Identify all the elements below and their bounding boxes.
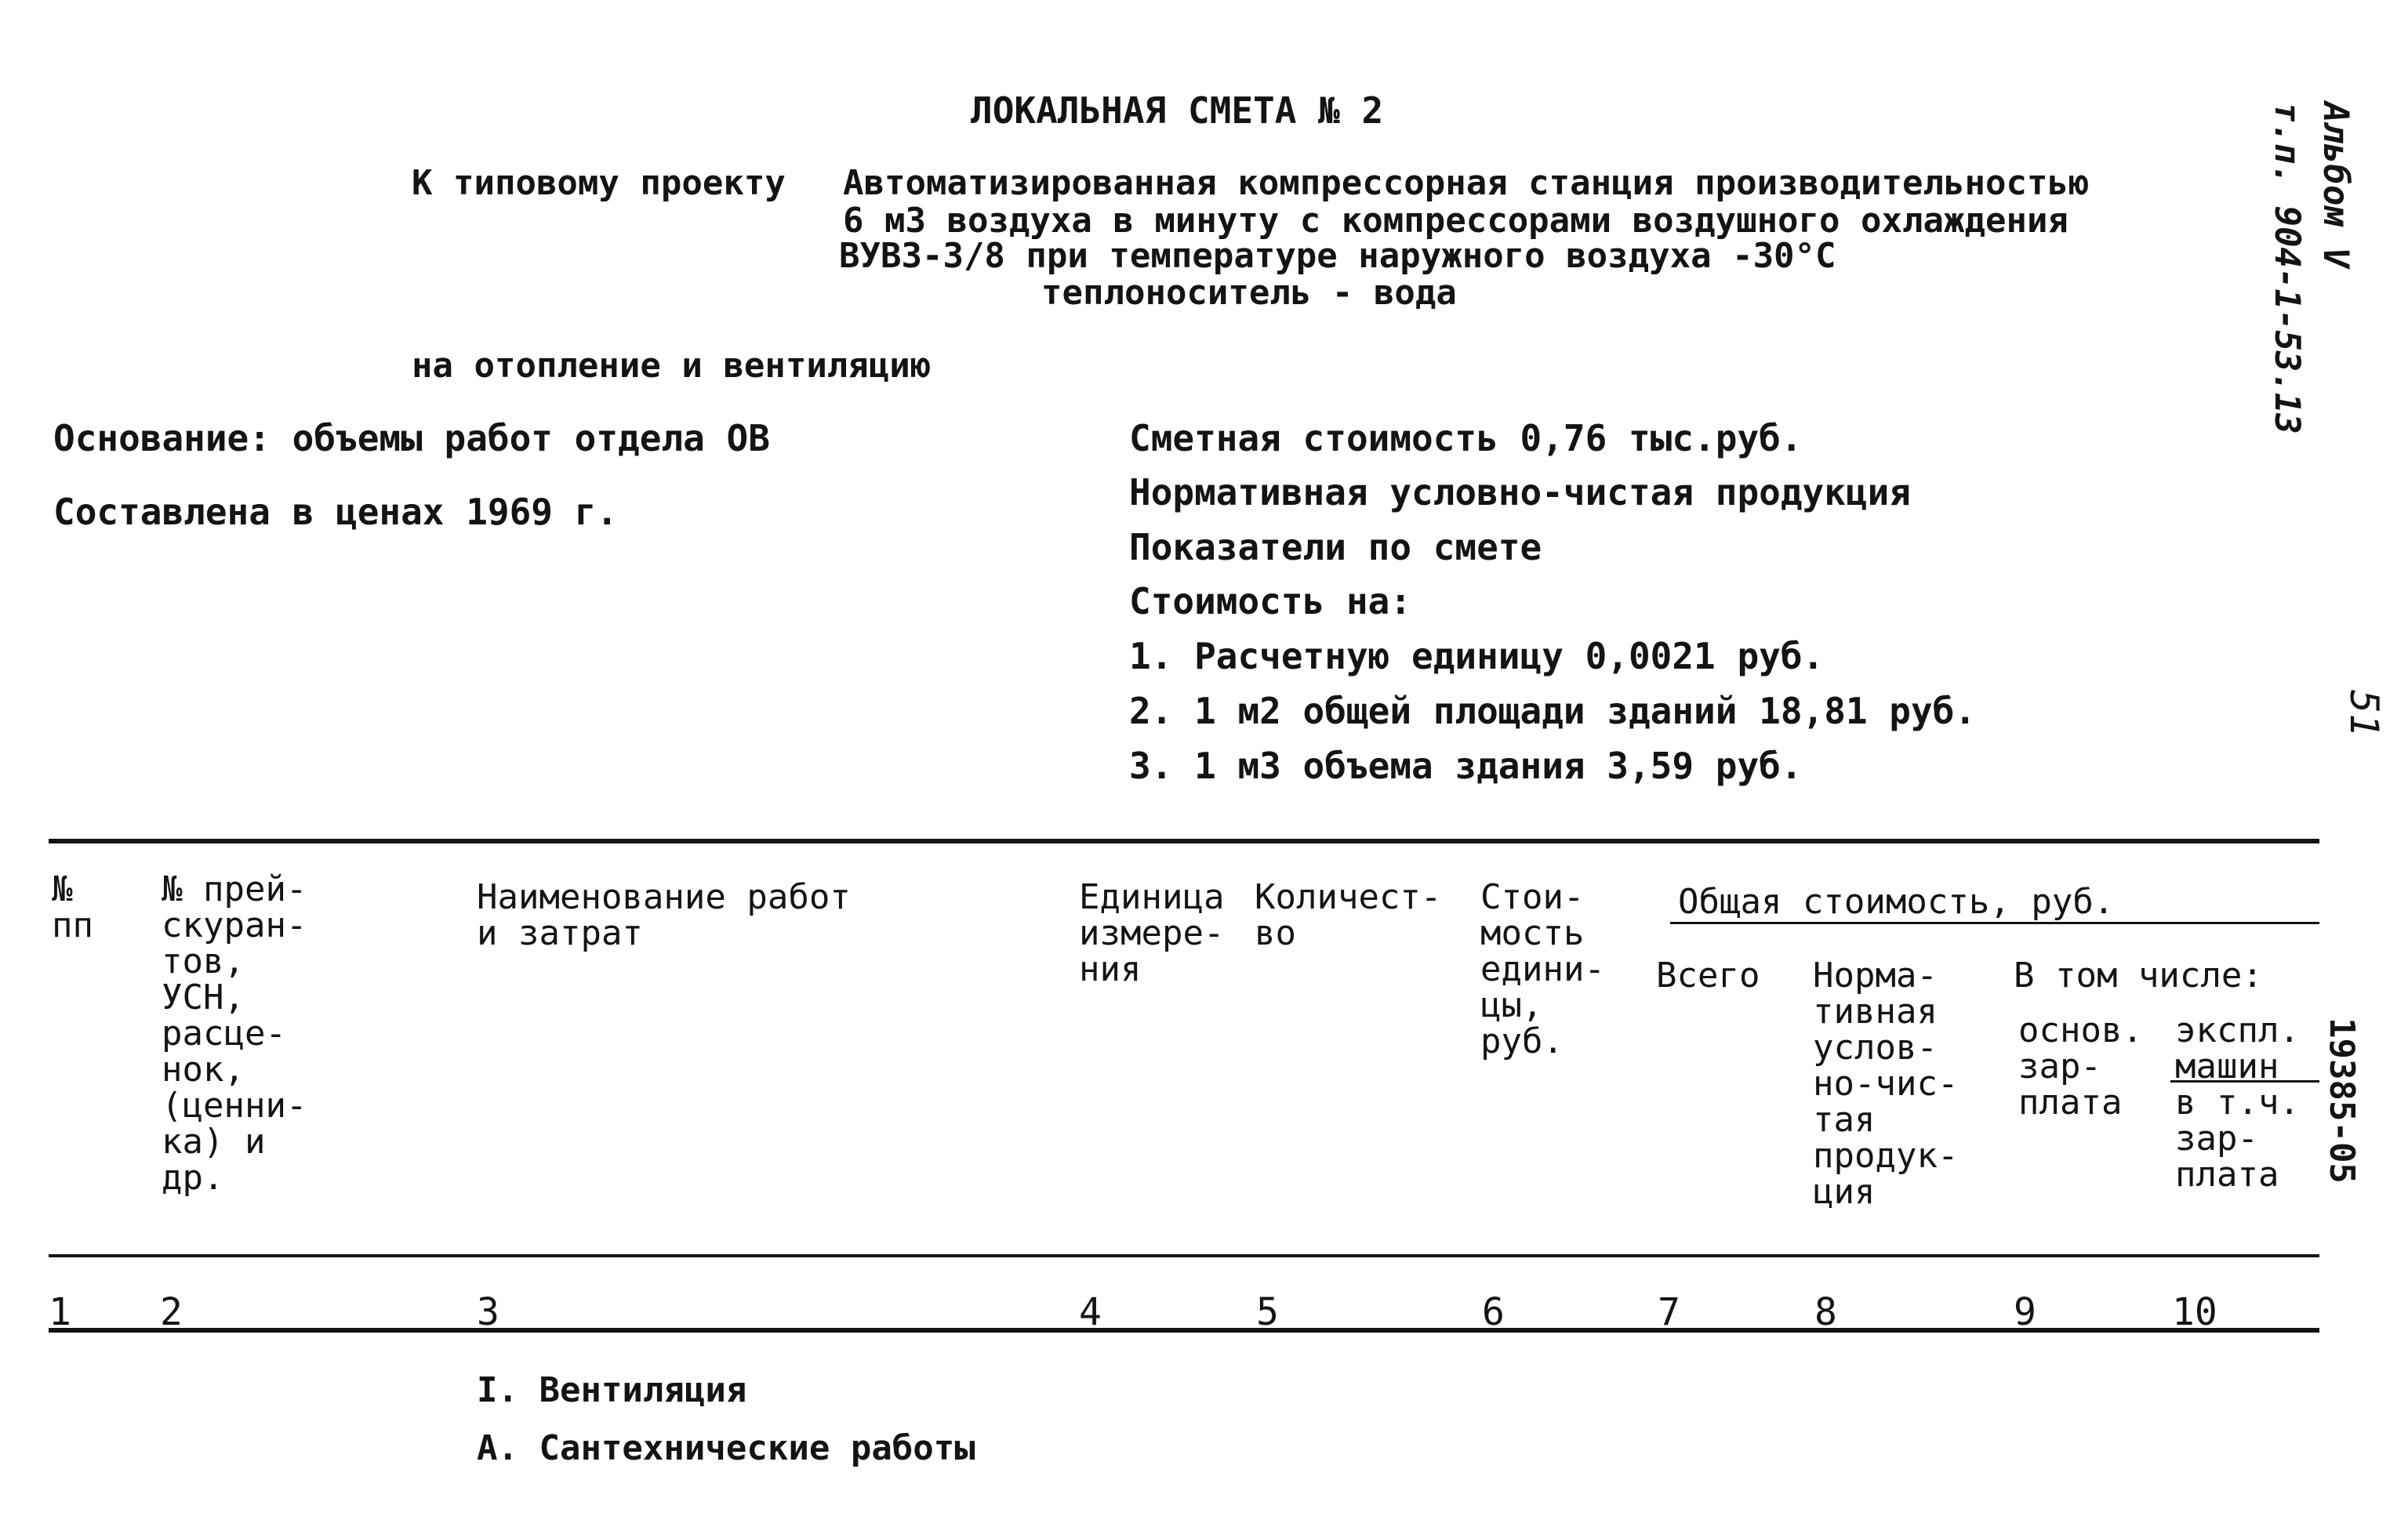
header-col-5: Количест- во — [1255, 877, 1442, 953]
table-top-rule — [49, 839, 2319, 843]
section-ventilation: I. Вентиляция — [477, 1370, 747, 1410]
album-note: Альбом V — [2315, 102, 2355, 268]
summary-cost-on: Стоимость на: — [1129, 580, 1412, 622]
column-number-10: 10 — [2172, 1290, 2217, 1334]
header-total-group: Общая стоимость, руб. — [1678, 882, 2115, 922]
column-number-3: 3 — [477, 1290, 499, 1334]
project-prefix: К типовому проекту — [412, 163, 786, 203]
header-col-10-bottom: в т.ч. зар- плата — [2175, 1083, 2300, 1195]
column-number-9: 9 — [2014, 1290, 2036, 1334]
column-number-7: 7 — [1658, 1290, 1680, 1334]
column-number-5: 5 — [1256, 1290, 1279, 1334]
column-number-6: 6 — [1482, 1290, 1505, 1334]
header-col-9: основ. зар- плата — [2018, 1010, 2143, 1123]
tp-note: т.п. 904-1-53.13 — [2267, 102, 2307, 434]
project-line-2: 6 м3 воздуха в минуту с компрессорами воздушного охлаждения — [843, 201, 2068, 241]
summary-item-3: 3. 1 м3 объема здания 3,59 руб. — [1129, 745, 1803, 787]
estimate-basis: Основание: объемы работ отдела ОВ — [53, 417, 770, 459]
column-number-2: 2 — [160, 1290, 183, 1334]
document-number: 19385-05 — [2322, 1017, 2362, 1184]
header-col-8: Норма- тивная услов- но-чис- тая продук- ция — [1813, 956, 1959, 1212]
summary-cost: Сметная стоимость 0,76 тыс.руб. — [1129, 417, 1803, 459]
summary-indicators: Показатели по смете — [1129, 526, 1542, 568]
column-number-4: 4 — [1079, 1290, 1102, 1334]
total-group-rule — [1670, 922, 2319, 924]
summary-item-1: 1. Расчетную единицу 0,0021 руб. — [1129, 635, 1825, 677]
page-number: 51 — [2341, 690, 2387, 738]
project-line-3: ВУВЗ-3/8 при температуре наружного воздуха -30°С — [839, 236, 1836, 276]
header-col-2: № прей- скуран- тов, УСН, расце- нок, (ценни- ка) и др. — [162, 869, 307, 1198]
section-plumbing-works: А. Сантехнические работы — [477, 1428, 975, 1468]
header-col-7: Всего — [1656, 956, 1760, 996]
header-col-4: Единица измере- ния — [1079, 877, 1225, 989]
estimate-title: ЛОКАЛЬНАЯ СМЕТА № 2 — [971, 89, 1384, 132]
header-bottom-rule — [49, 1254, 2319, 1257]
estimate-prices: Составлена в ценах 1969 г. — [53, 491, 619, 533]
numbers-bottom-rule — [49, 1328, 2319, 1333]
project-line-4: теплоноситель - вода — [1041, 273, 1457, 313]
project-line-1: Автоматизированная компрессорная станция производительностью — [843, 163, 2090, 203]
summary-normative: Нормативная условно-чистая продукция — [1129, 471, 1911, 513]
header-col-3: Наименование работ и затрат — [477, 877, 851, 953]
estimate-purpose: на отопление и вентиляцию — [412, 346, 932, 386]
header-col-6: Стои- мость едини- цы, руб. — [1480, 877, 1605, 1061]
header-including: В том числе: — [2014, 956, 2263, 996]
column-number-1: 1 — [49, 1290, 71, 1334]
column-number-8: 8 — [1814, 1290, 1837, 1334]
summary-item-2: 2. 1 м2 общей площади зданий 18,81 руб. — [1129, 690, 1977, 732]
header-col-10-top: экспл. машин — [2175, 1010, 2300, 1086]
header-col-1: № пп — [52, 869, 93, 945]
